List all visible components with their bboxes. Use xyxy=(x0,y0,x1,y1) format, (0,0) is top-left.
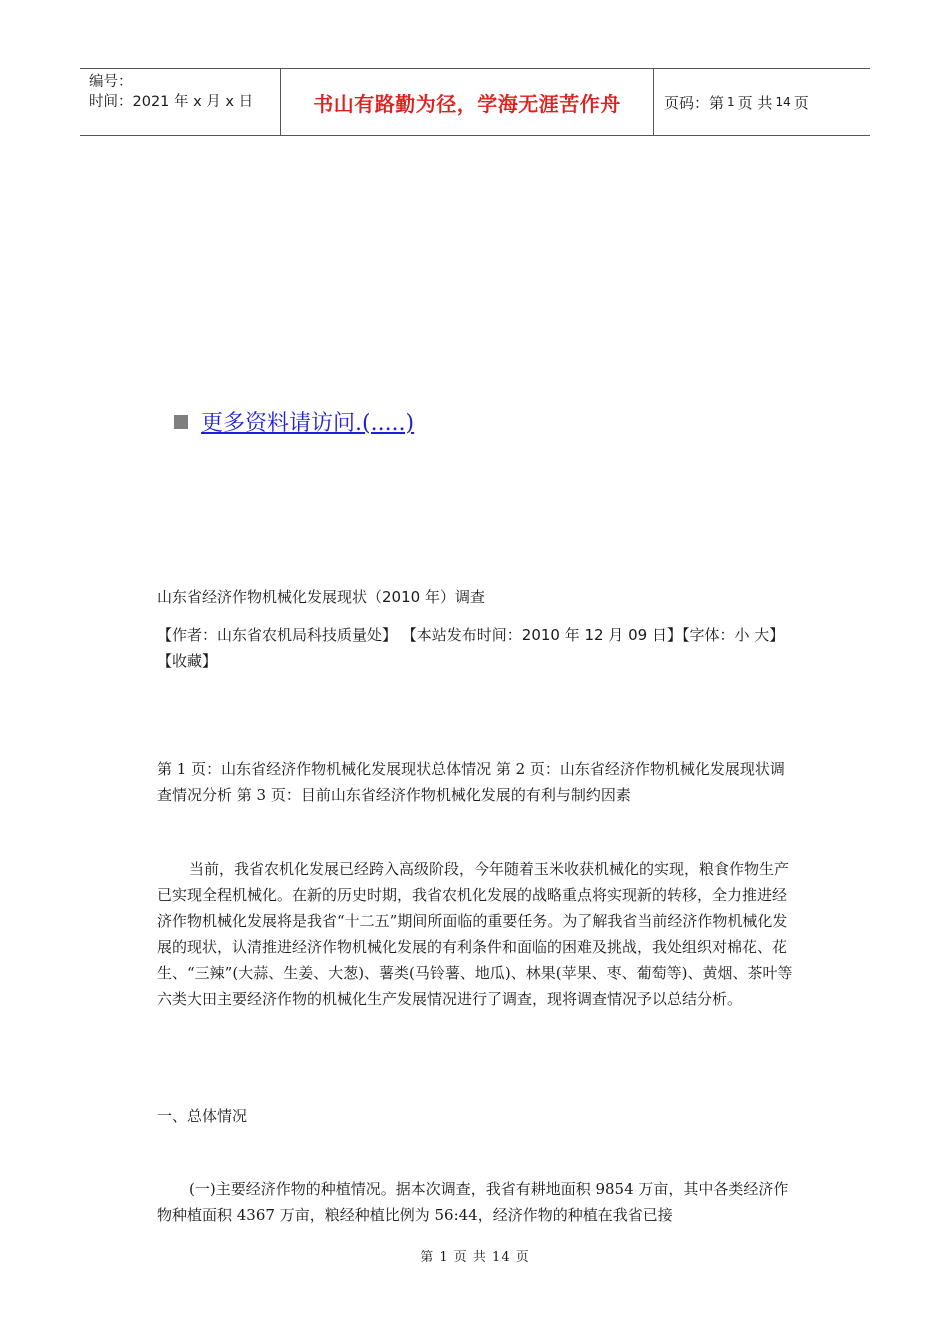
body-paragraph: (一)主要经济作物的种植情况。据本次调查，我省有耕地面积 9854 万亩，其中各类经济作物种植面积 4367 万亩，粮经种植比例为 56:44，经济作物的种植在我省已接 xyxy=(157,1180,789,1224)
number-label: 编号： xyxy=(89,74,133,90)
article-meta: 【作者：山东省农机局科技质量处】 【本站发布时间：2010 年 12 月 09 日】【字体：小 大】 【收藏】 xyxy=(157,626,785,670)
page-prefix: 页码：第 xyxy=(664,93,725,112)
header-info-cell xyxy=(80,69,281,135)
page-footer: 第 1 页 共 14 页 xyxy=(420,1250,530,1265)
page-mid: 页 共 xyxy=(737,93,773,112)
header-motto-cell xyxy=(281,69,654,135)
article-toc: 第 1 页：山东省经济作物机械化发展现状总体情况 第 2 页：山东省经济作物机械化发展现状调查情况分析 第 3 页：目前山东省经济作物机械化发展的有利与制约因素 xyxy=(157,760,785,804)
intro-paragraph: 当前，我省农机化发展已经跨入高级阶段，今年随着玉米收获机械化的实现，粮食作物生产已实现全程机械化。在新的历史时期，我省农机化发展的战略重点将实现新的转移，全力推进经济作物机械化发展将是我省“十二五”期间所面临的重要任务。为了解我省当前经济作物机械化发展的现状，认清推进经济作物机械化发展的有利条件和面临的困难及挑战，我处组织对棉花、花生、“三辣”(大蒜、生姜、大葱)、薯类(马铃薯、地瓜)、林果(苹果、枣、葡萄等)、黄烟、茶叶等六类大田主要经济作物的机械化生产发展情况进行了调查，现将调查情况予以总结分析。 xyxy=(157,860,793,1008)
section-heading: 一、总体情况 xyxy=(157,1107,248,1125)
motto-text: 书山有路勤为径，学海无涯苦作舟 xyxy=(313,91,621,116)
page-current: 1 xyxy=(727,95,735,109)
page-suffix: 页 xyxy=(793,93,809,112)
square-icon xyxy=(174,415,188,429)
time-label: 时间：2021 年 x 月 x 日 xyxy=(89,94,254,110)
document-header xyxy=(80,68,870,136)
header-page-cell xyxy=(654,69,870,135)
article-title: 山东省经济作物机械化发展现状（2010 年）调查 xyxy=(157,588,485,606)
more-resources-link[interactable]: 更多资料请访问.(.....) xyxy=(201,411,415,436)
more-resources-line xyxy=(174,406,414,437)
page-total: 14 xyxy=(775,95,791,109)
